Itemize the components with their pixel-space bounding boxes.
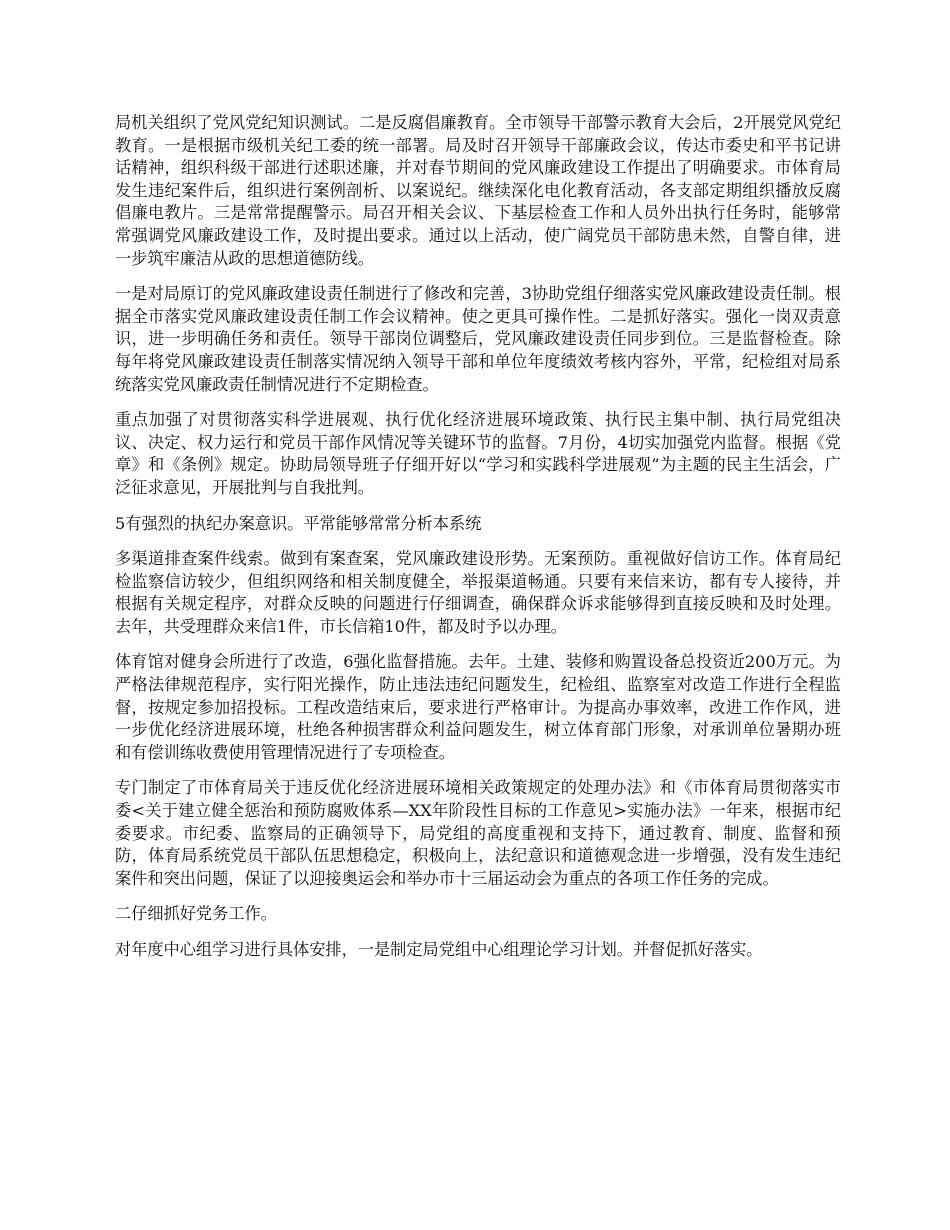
paragraph-5: 多渠道排查案件线索。做到有案查案，党风廉政建设形势。无案预防。重视做好信访工作。体育局纪检监察信访较少，但组织网络和相关制度健全，举报渠道畅通。只要有来信来访，都有专人接待，并根据有关规定程序，对群众反映的问题进行仔细调查，确保群众诉求能够得到直接反映和及时处理。去年，共受理群众来信1件，市长信箱10件，都及时予以办理。: [115, 549, 841, 636]
paragraph-4: 5有强烈的执纪办案意识。平常能够常常分析本系统: [115, 513, 482, 533]
paragraph-3: 重点加强了对贯彻落实科学进展观、执行优化经济进展环境政策、执行民主集中制、执行局党组决议、决定、权力运行和党员干部作风情况等关键环节的监督。7月份，4切实加强党内监督。根据《党章》和《条例》规定。协助局领导班子仔细开好以“学习和实践科学进展观”为主题的民主生活会，广泛征求意见，开展批判与自我批判。: [115, 410, 841, 497]
paragraph-2: 一是对局原订的党风廉政建设责任制进行了修改和完善，3协助党组仔细落实党风廉政建设责任制。根据全市落实党风廉政建设责任制工作会议精神。使之更具可操作性。二是抓好落实。强化一岗双责意识，进一步明确任务和责任。领导干部岗位调整后，党风廉政建设责任同步到位。三是监督检查。除每年将党风廉政建设责任制落实情况纳入领导干部和单位年度绩效考核内容外，平常，纪检组对局系统落实党风廉政责任制情况进行不定期检查。: [115, 284, 841, 394]
paragraph-6: 体育馆对健身会所进行了改造，6强化监督措施。去年。土建、装修和购置设备总投资近200万元。为严格法律规范程序，实行阳光操作，防止违法违纪问题发生，纪检组、监察室对改造工作进行全程监督，按规定参加招投标。工程改造结束后，要求进行严格审计。为提高办事效率，改进工作作风，进一步优化经济进展环境，杜绝各种损害群众利益问题发生，树立体育部门形象，对承训单位暑期办班和有偿训练收费使用管理情况进行了专项检查。: [115, 652, 841, 762]
paragraph-9: 对年度中心组学习进行具体安排，一是制定局党组中心组理论学习计划。并督促抓好落实。: [115, 940, 763, 959]
paragraph-8: 二仔细抓好党务工作。: [115, 904, 277, 924]
document-body: [115, 112, 841, 975]
paragraph-1: 局机关组织了党风党纪知识测试。二是反腐倡廉教育。全市领导干部警示教育大会后，2开展党风党纪教育。一是根据市级机关纪工委的统一部署。局及时召开领导干部廉政会议，传达市委史和平书记讲话精神，组织科级干部进行述职述廉，并对春节期间的党风廉政建设工作提出了明确要求。市体育局发生违纪案件后，组织进行案例剖析、以案说纪。继续深化电化教育活动，各支部定期组织播放反腐倡廉电教片。三是常常提醒警示。局召开相关会议、下基层检查工作和人员外出执行任务时，能够常常强调党风廉政建设工作，及时提出要求。通过以上活动，使广阔党员干部防患未然，自警自律，进一步筑牢廉洁从政的思想道德防线。: [115, 113, 841, 268]
paragraph-7: 专门制定了市体育局关于违反优化经济进展环境相关政策规定的处理办法》和《市体育局贯彻落实市委<关于建立健全惩治和预防腐败体系—XX年阶段性目标的工作意见>实施办法》一年来，根据市纪委要求。市纪委、监察局的正确领导下，局党组的高度重视和支持下，通过教育、制度、监督和预防，体育局系统党员干部队伍思想稳定，积极向上，法纪意识和道德观念进一步增强，没有发生违纪案件和突出问题，保证了以迎接奥运会和举办市十三届运动会为重点的各项工作任务的完成。: [115, 778, 841, 888]
